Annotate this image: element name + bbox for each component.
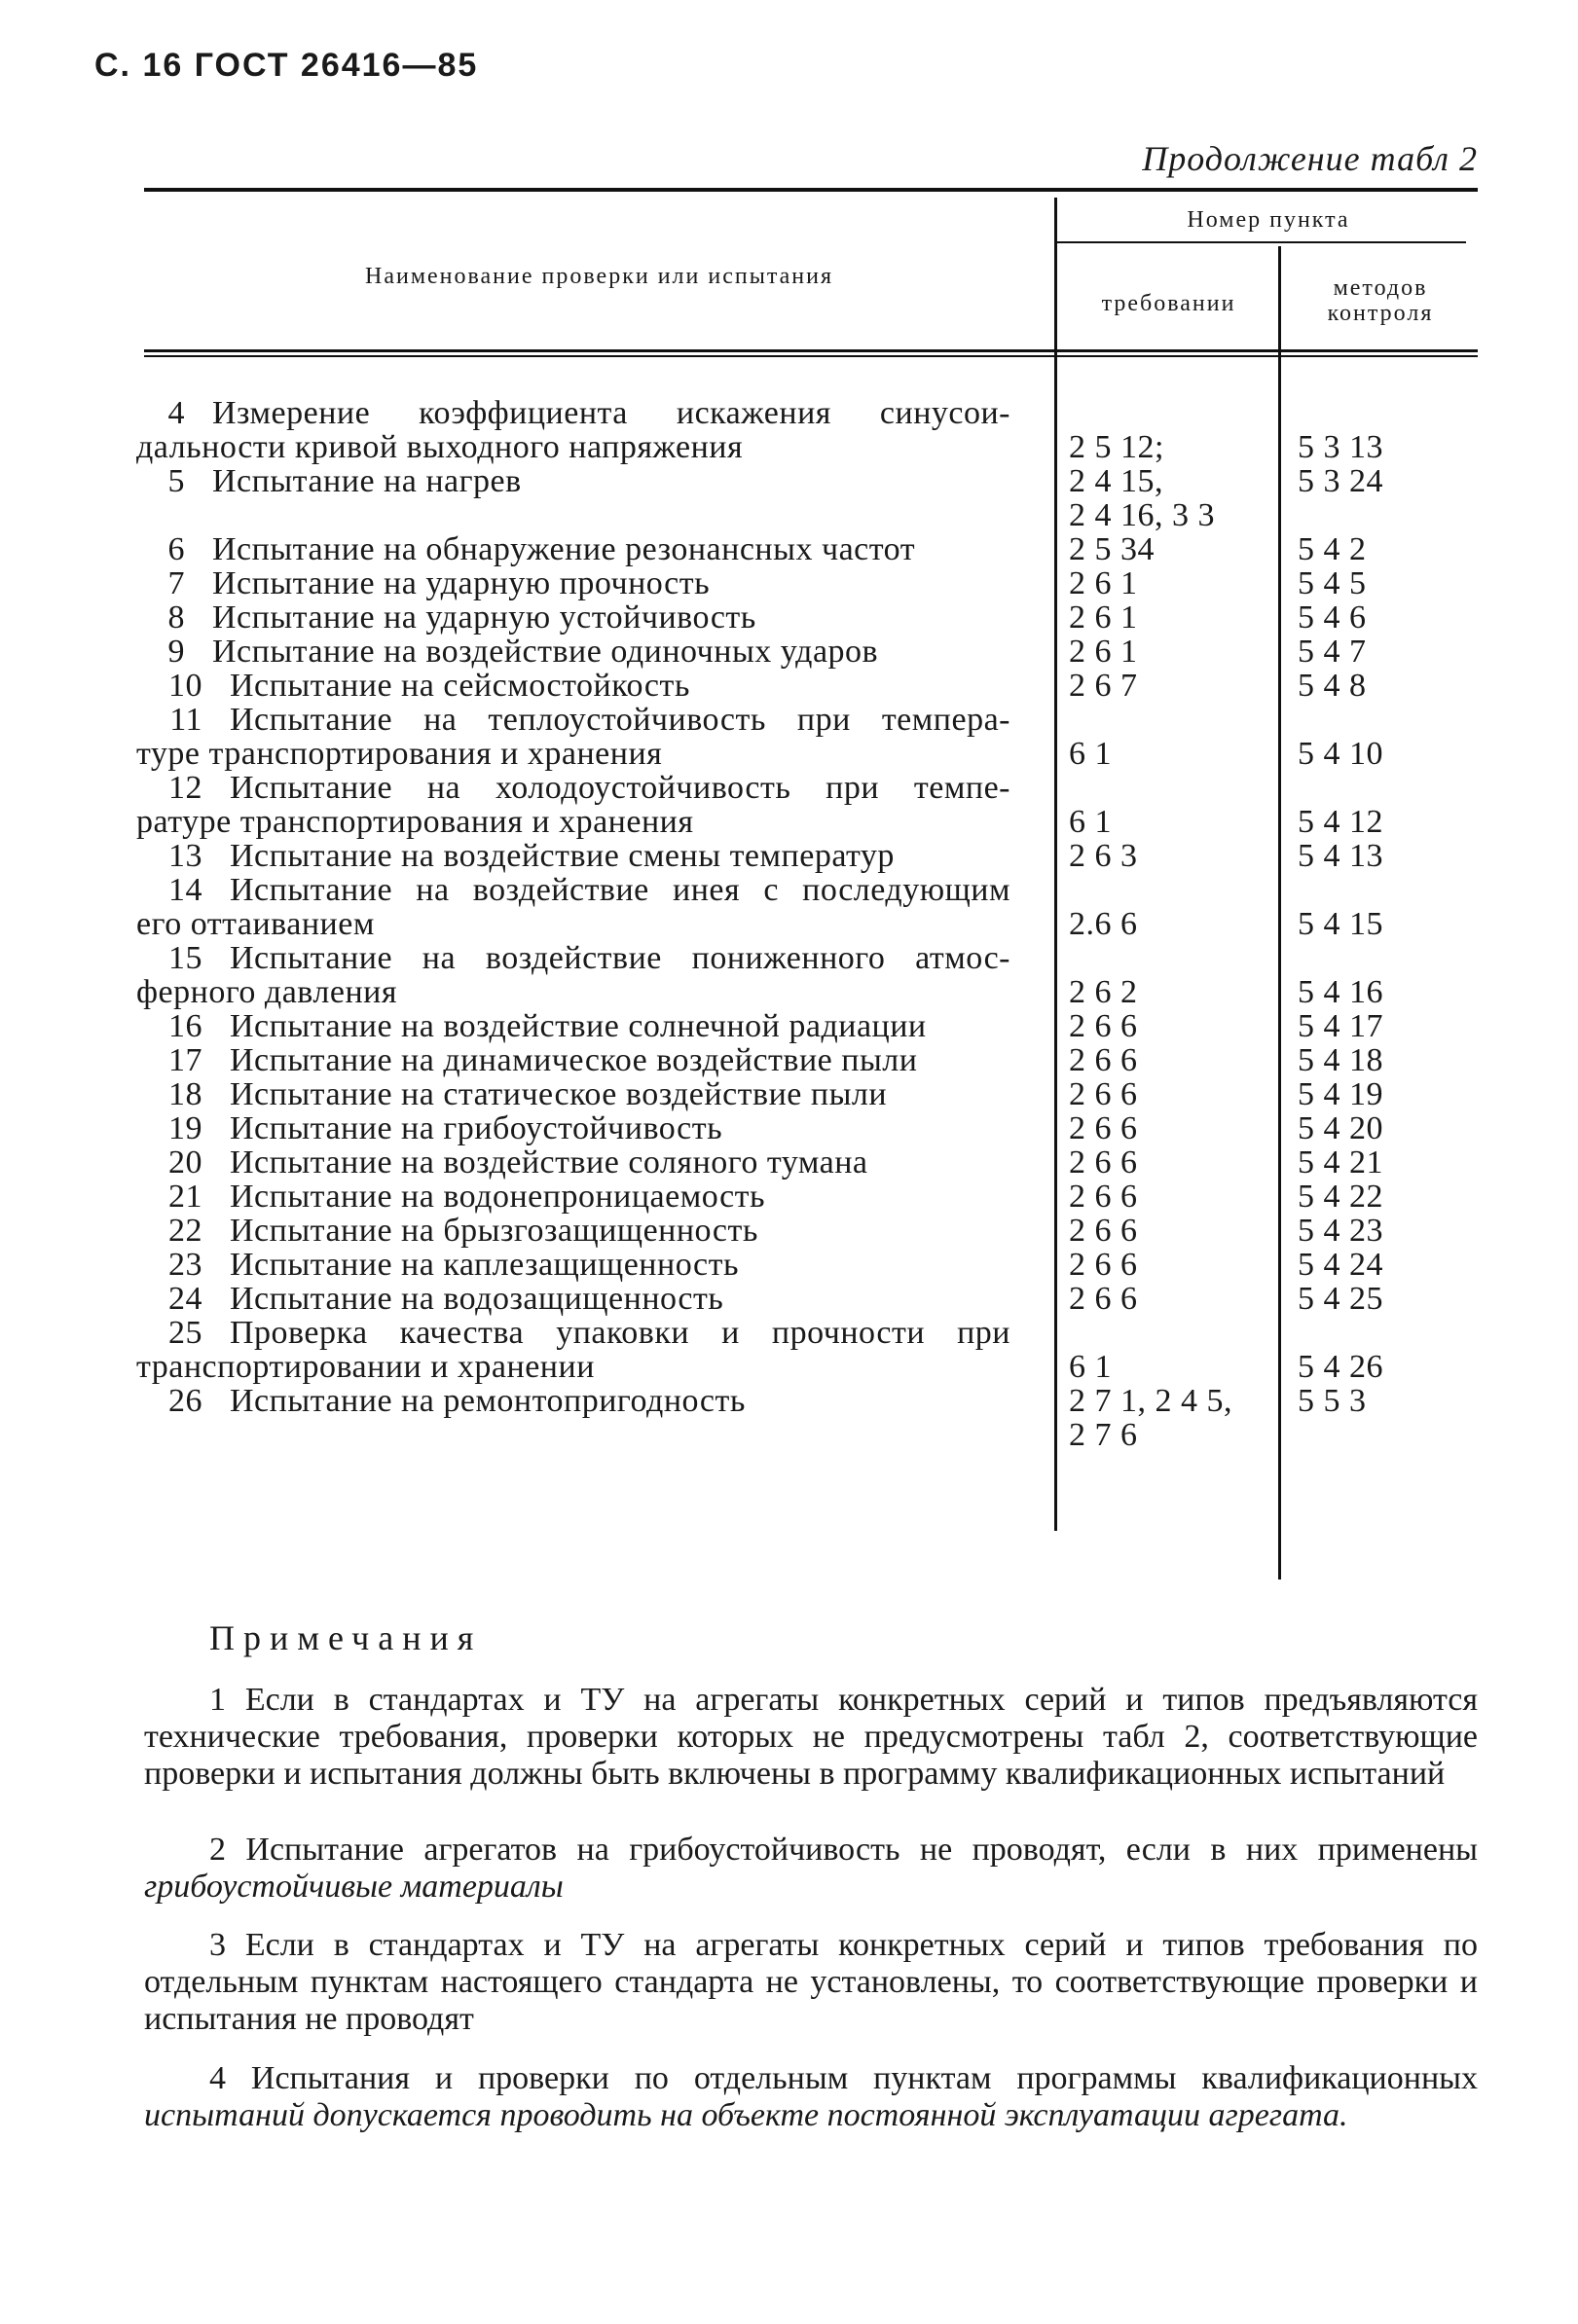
row-req: 2 6 1 — [1069, 565, 1138, 601]
row-name-cont: дальности кривой выходного напряжения — [136, 429, 744, 465]
row-meth: 5 4 24 — [1298, 1247, 1383, 1283]
note-3 — [144, 1927, 1478, 2038]
row-req: 2 6 3 — [1069, 838, 1138, 874]
row-name: Испытание на ударную устойчивость — [212, 599, 756, 635]
row-meth: 5 4 25 — [1298, 1281, 1383, 1317]
row-meth: 5 4 13 — [1298, 838, 1383, 874]
row-req: 2 6 6 — [1069, 1042, 1138, 1078]
row-req: 6 1 — [1069, 736, 1112, 772]
row-meth: 5 4 17 — [1298, 1008, 1383, 1044]
row-req: 2 6 6 — [1069, 1076, 1138, 1112]
row-name: Испытание на воздействие инея с последующим — [230, 872, 1010, 908]
row-meth: 5 4 5 — [1298, 565, 1367, 601]
row-number: 8 — [167, 599, 185, 635]
group-header: Номер пункта — [1187, 207, 1350, 233]
row-name: Испытание на воздействие смены температур — [230, 838, 895, 874]
row-name: Испытание на водозащищенность — [230, 1281, 724, 1317]
row-number: 4 — [167, 395, 185, 431]
row-name: Измерение коэффициента искажения синусои- — [212, 395, 1010, 431]
note-4 — [144, 2060, 1478, 2134]
row-req: 2 6 6 — [1069, 1281, 1138, 1317]
row-name: Испытание на грибоустойчивость — [230, 1110, 723, 1146]
row-req: 2 6 7 — [1069, 668, 1138, 704]
row-number: 20 — [168, 1144, 202, 1180]
row-req: 2 6 6 — [1069, 1110, 1138, 1146]
note-1-text: 1 Если в стандартах и ТУ на агрегаты конкретных серий и типов предъявляются технические требования, проверки которых не предусмотрены табл 2, соответствующие проверки и испытания должны быть включены в программу квалификационных испытаний — [144, 1682, 1478, 1792]
row-meth: 5 4 19 — [1298, 1076, 1383, 1112]
row-name: Испытание на ремонтопригодность — [230, 1383, 746, 1419]
row-name: Испытание на воздействие одиночных ударов — [212, 634, 879, 670]
table-continuation-label: Продолжение табл 2 — [1142, 139, 1478, 178]
row-number: 12 — [168, 770, 202, 806]
row-req: 2 7 1, 2 4 5, — [1069, 1383, 1232, 1419]
note-4-text: 4 Испытания и проверки по отдельным пунктам программы квалификационных — [209, 2060, 1478, 2096]
row-req-cont: 2 7 6 — [1069, 1417, 1138, 1453]
row-req: 2 6 6 — [1069, 1247, 1138, 1283]
row-number: 16 — [168, 1008, 202, 1044]
row-meth: 5 4 18 — [1298, 1042, 1383, 1078]
row-meth: 5 4 6 — [1298, 599, 1367, 635]
row-meth: 5 4 26 — [1298, 1349, 1383, 1385]
row-number: 11 — [169, 702, 202, 738]
row-number: 7 — [167, 565, 185, 601]
row-req: 6 1 — [1069, 1349, 1112, 1385]
row-number: 17 — [168, 1042, 202, 1078]
row-name: Проверка качества упаковки и прочности при — [230, 1315, 1010, 1351]
note-2-text: 2 Испытание агрегатов на грибоустойчивость не проводят, если в них применены — [209, 1832, 1478, 1868]
note-4-italic: испытаний допускается проводить на объекте постоянной эксплуатации агрегата. — [144, 2097, 1348, 2133]
row-number: 25 — [168, 1315, 202, 1351]
note-2-italic: грибоустойчивые материалы — [144, 1869, 564, 1905]
meth-column-header-2: контроля — [1327, 301, 1434, 326]
row-req: 2 5 34 — [1069, 531, 1155, 567]
row-name-cont: ратуре транспортирования и хранения — [136, 804, 694, 840]
row-req: 2.6 6 — [1069, 906, 1138, 942]
row-number: 6 — [167, 531, 185, 567]
row-name-cont: его оттаиванием — [136, 906, 375, 942]
header-rule-2 — [144, 355, 1478, 357]
row-req: 2 6 6 — [1069, 1144, 1138, 1180]
row-number: 19 — [168, 1110, 202, 1146]
row-meth: 5 4 10 — [1298, 736, 1383, 772]
row-name: Испытание на сейсмостойкость — [230, 668, 690, 704]
note-3-text: 3 Если в стандартах и ТУ на агрегаты конкретных серий и типов требования по отдельным пунктам настоящего стандарта не установлены, то соответствующие проверки и испытания не проводят — [144, 1927, 1478, 2037]
notes-title: Примечания — [209, 1618, 483, 1657]
row-name: Испытание на обнаружение резонансных частот — [212, 531, 916, 567]
row-number: 10 — [168, 668, 202, 704]
row-meth: 5 3 13 — [1298, 429, 1383, 465]
row-name: Испытание на воздействие соляного тумана — [230, 1144, 868, 1180]
row-number: 18 — [168, 1076, 202, 1112]
row-meth: 5 3 24 — [1298, 463, 1383, 499]
row-req: 2 6 6 — [1069, 1213, 1138, 1249]
row-name: Испытание на холодоустойчивость при темпе- — [230, 770, 1010, 806]
note-1 — [144, 1682, 1478, 1793]
row-name: Испытание на динамическое воздействие пыли — [230, 1042, 918, 1078]
row-name: Испытание на статическое воздействие пыли — [230, 1076, 888, 1112]
row-number: 24 — [168, 1281, 202, 1317]
row-name: Испытание на воздействие солнечной радиации — [230, 1008, 927, 1044]
row-name: Испытание на каплезащищенность — [230, 1247, 739, 1283]
req-column-header: требовании — [1101, 291, 1236, 316]
row-name-cont: транспортировании и хранении — [136, 1349, 595, 1385]
row-number: 23 — [168, 1247, 202, 1283]
row-meth: 5 4 22 — [1298, 1179, 1383, 1215]
row-name: Испытание на ударную прочность — [212, 565, 711, 601]
row-name: Испытание на водонепроницаемость — [230, 1179, 766, 1215]
row-req: 2 4 15, — [1069, 463, 1163, 499]
row-number: 5 — [167, 463, 185, 499]
row-name: Испытание на воздействие пониженного атмос- — [230, 940, 1010, 976]
row-number: 13 — [168, 838, 202, 874]
row-meth: 5 4 16 — [1298, 974, 1383, 1010]
note-2 — [144, 1832, 1478, 1906]
header-rule-1 — [144, 349, 1478, 352]
row-req: 2 6 1 — [1069, 599, 1138, 635]
row-req: 2 6 6 — [1069, 1008, 1138, 1044]
row-meth: 5 4 15 — [1298, 906, 1383, 942]
row-meth: 5 4 20 — [1298, 1110, 1383, 1146]
row-number: 26 — [168, 1383, 202, 1419]
table-top-rule — [144, 188, 1478, 192]
row-meth: 5 4 8 — [1298, 668, 1367, 704]
row-name: Испытание на теплоустойчивость при темпера- — [230, 702, 1010, 738]
row-req: 2 6 6 — [1069, 1179, 1138, 1215]
row-req: 2 5 12; — [1069, 429, 1164, 465]
row-meth: 5 4 21 — [1298, 1144, 1383, 1180]
row-name: Испытание на брызгозащищенность — [230, 1213, 758, 1249]
row-req-cont: 2 4 16, 3 3 — [1069, 497, 1215, 533]
row-name-cont: туре транспортирования и хранения — [136, 736, 663, 772]
row-number: 22 — [168, 1213, 202, 1249]
row-meth: 5 5 3 — [1298, 1383, 1367, 1419]
row-name-cont: ферного давления — [136, 974, 397, 1010]
group-header-rule — [1057, 241, 1466, 243]
row-req: 2 6 2 — [1069, 974, 1138, 1010]
row-req: 2 6 1 — [1069, 634, 1138, 670]
row-meth: 5 4 2 — [1298, 531, 1367, 567]
page-header: С. 16 ГОСТ 26416—85 — [94, 47, 479, 84]
column-divider-2 — [1278, 246, 1281, 1580]
row-number: 9 — [167, 634, 185, 670]
row-meth: 5 4 12 — [1298, 804, 1383, 840]
row-name: Испытание на нагрев — [212, 463, 522, 499]
row-req: 6 1 — [1069, 804, 1112, 840]
meth-column-header-1: методов — [1333, 275, 1428, 301]
row-meth: 5 4 7 — [1298, 634, 1367, 670]
name-column-header: Наименование проверки или испытания — [365, 264, 833, 289]
row-number: 21 — [168, 1179, 202, 1215]
row-meth: 5 4 23 — [1298, 1213, 1383, 1249]
row-number: 14 — [168, 872, 202, 908]
row-number: 15 — [168, 940, 202, 976]
